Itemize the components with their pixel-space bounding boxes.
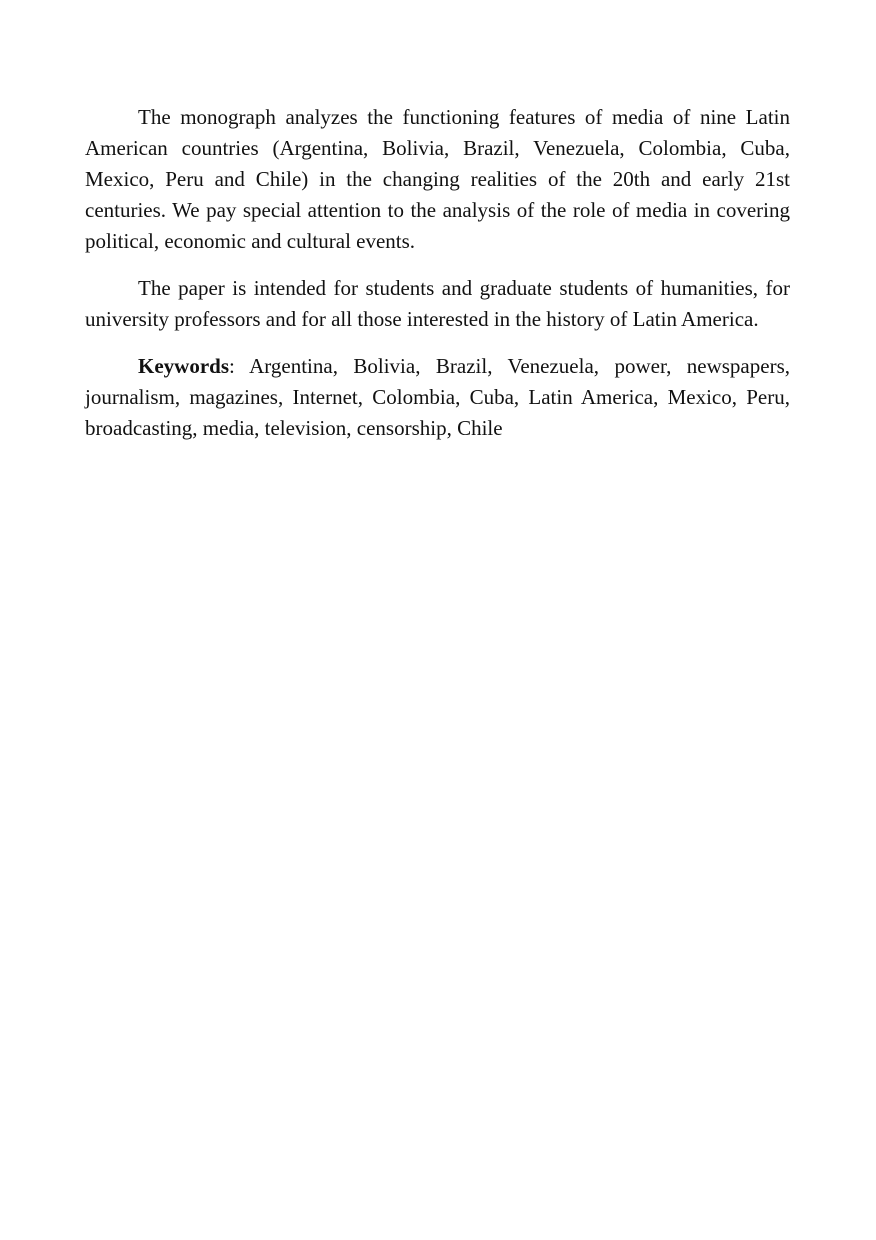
keywords-separator: :: [229, 354, 250, 378]
keywords-paragraph: [85, 351, 790, 444]
audience-paragraph: The paper is intended for students and graduate students of humanities, for university professors and for all those interested in the history of Latin America.: [85, 276, 790, 331]
abstract-paragraph: The monograph analyzes the functioning features of media of nine Latin American countries (Argentina, Bolivia, Brazil, Venezuela, Colombia, Cuba, Mexico, Peru and Chile) in the changing realities of the 20th and early 21st centuries. We pay special attention to the analysis of the role of media in covering political, economic and cultural events.: [85, 105, 790, 253]
keywords-list: Argentina, Bolivia, Brazil, Venezuela, power, newspapers, journalism, magazines, Internet, Colombia, Cuba, Latin America, Mexico, Peru, broadcasting, media, television, censorship, Chile: [85, 354, 790, 440]
document-page: [85, 102, 790, 460]
keywords-label: Keywords: [138, 354, 229, 378]
